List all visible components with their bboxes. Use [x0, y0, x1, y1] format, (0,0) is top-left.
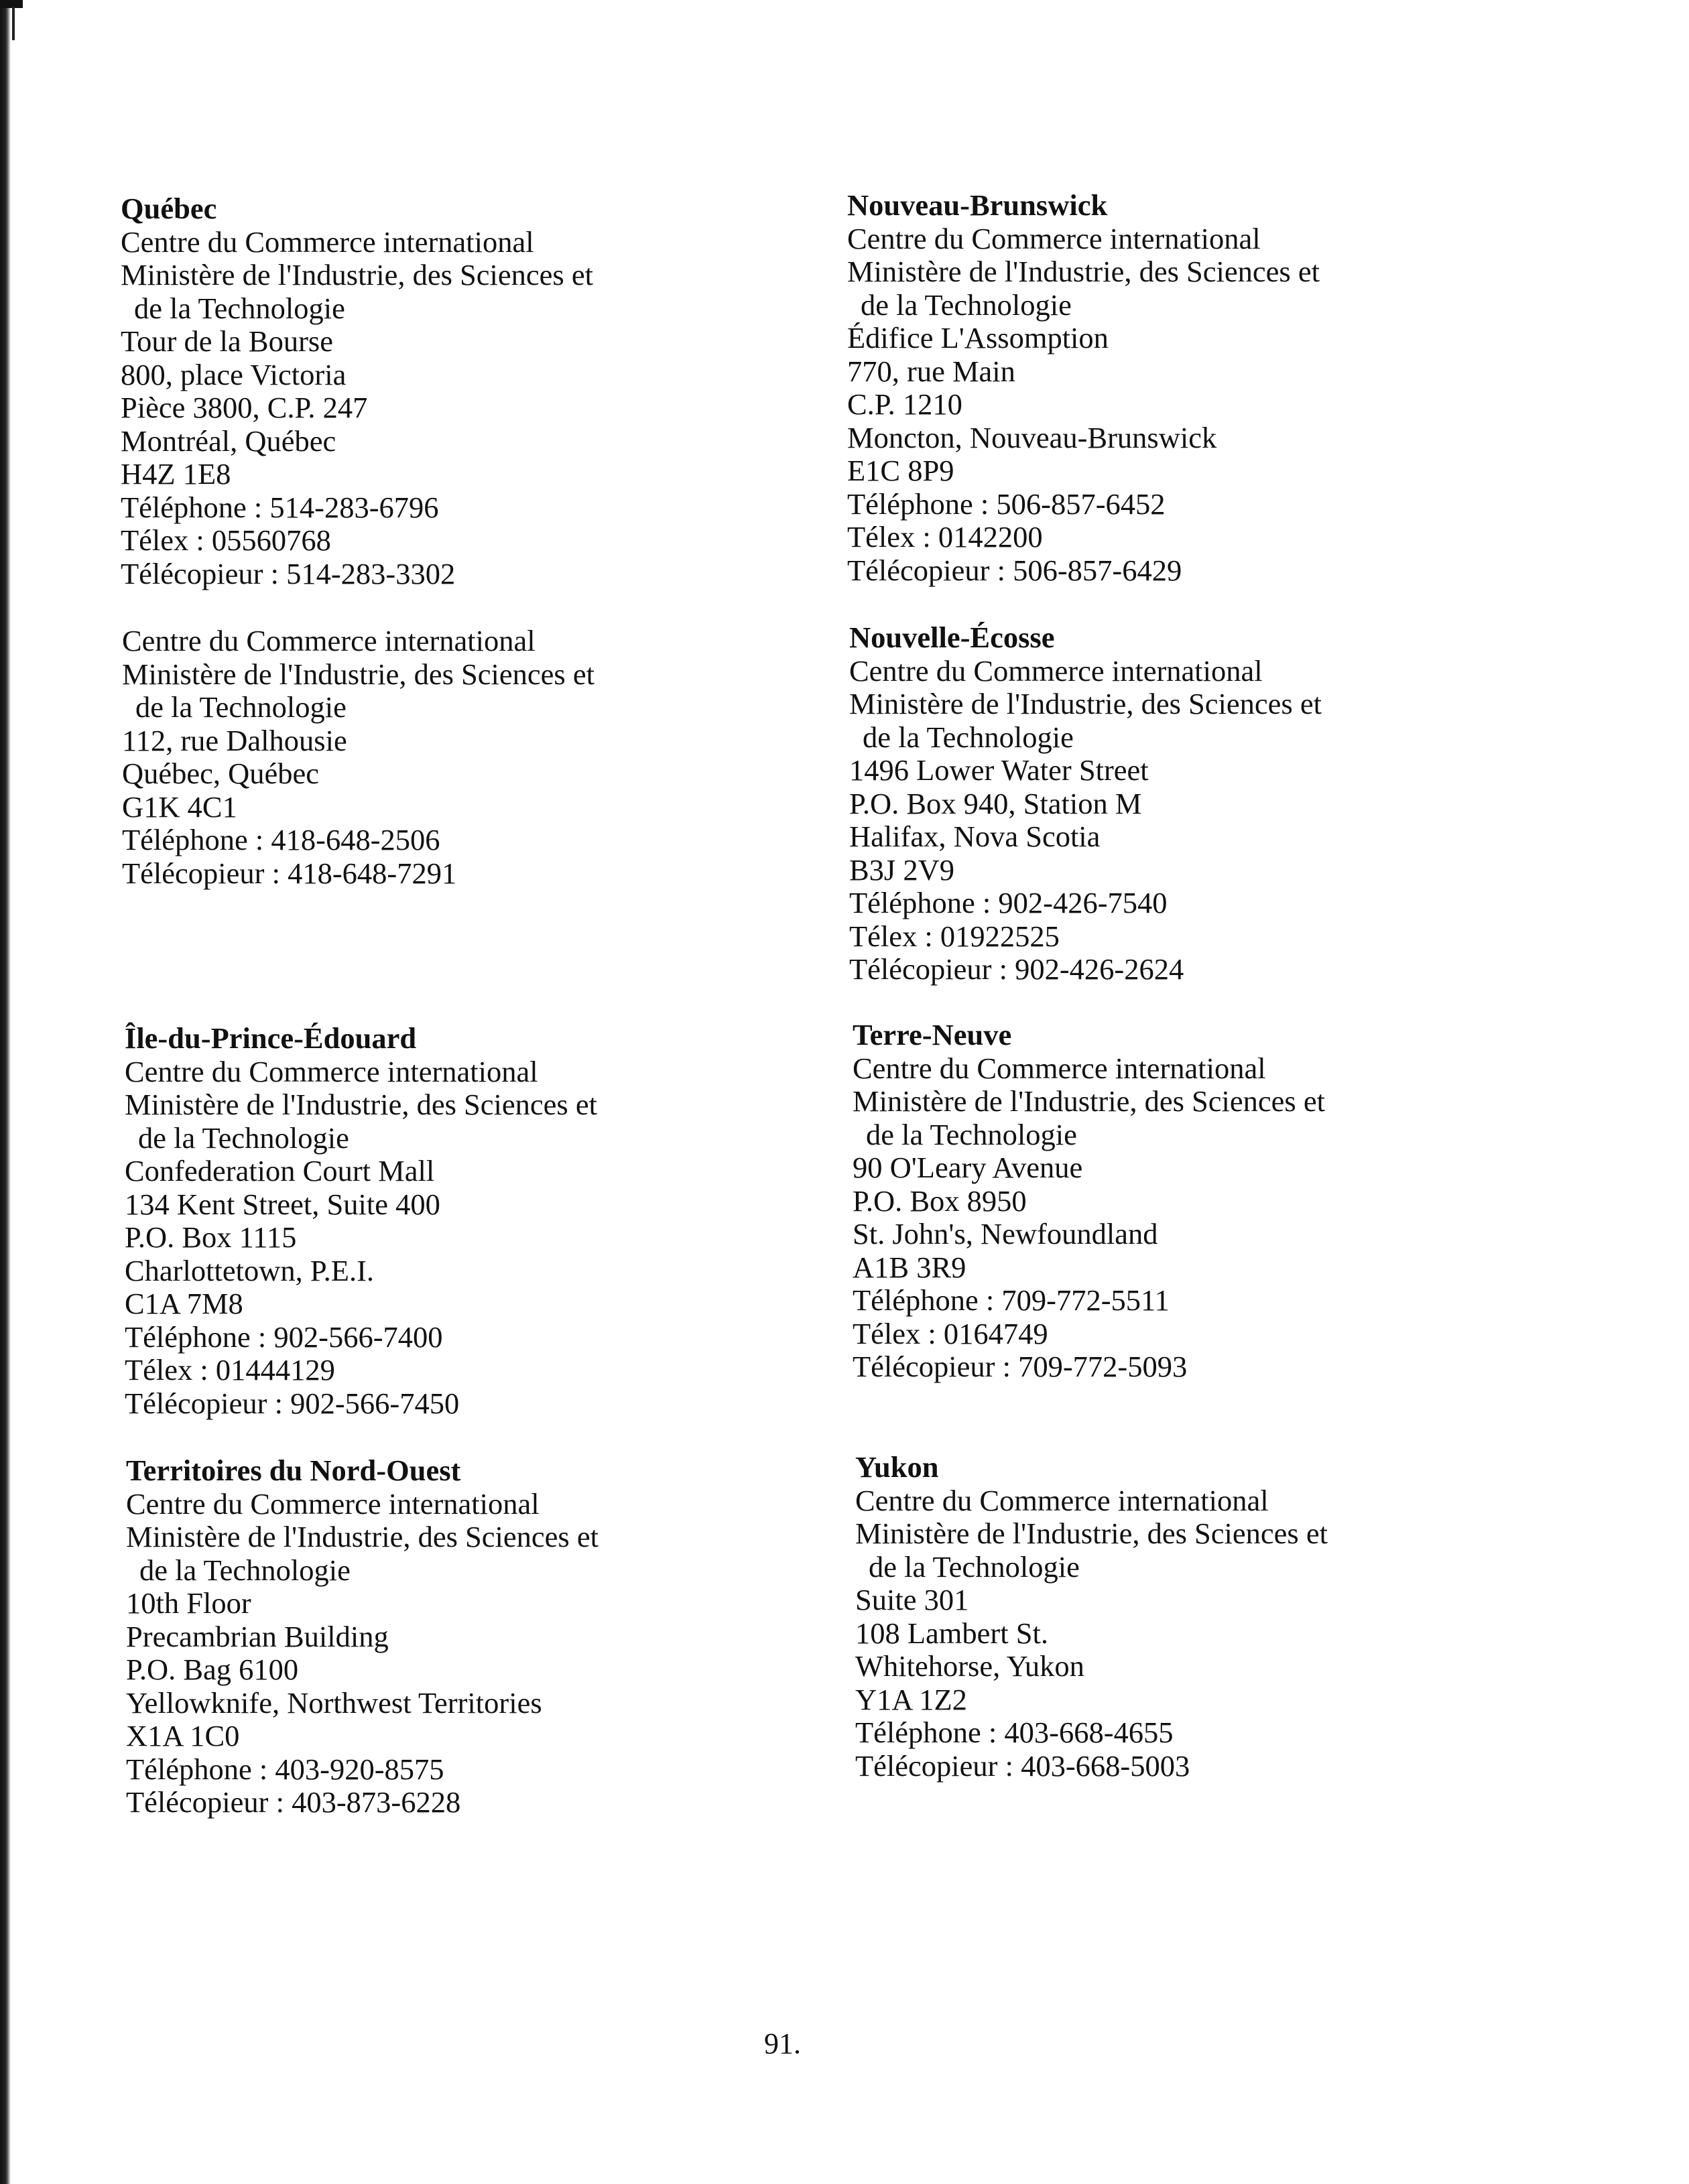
address-line: Centre du Commerce international: [855, 1483, 1269, 1517]
address-line: Ministère de l'Industrie, des Sciences et: [121, 258, 593, 292]
province-heading: Terre-Neuve: [853, 1018, 1012, 1051]
address-line: Moncton, Nouveau-Brunswick: [847, 420, 1217, 454]
address-line: 112, rue Dalhousie: [122, 723, 347, 757]
address-line: P.O. Box 8950: [853, 1183, 1027, 1218]
address-line: St. John's, Newfoundland: [853, 1217, 1158, 1250]
telephone-line: Téléphone : 902-426-7540: [849, 886, 1168, 919]
fax-line: Télécopieur : 506-857-6429: [847, 553, 1182, 587]
address-line: Montréal, Québec: [121, 424, 336, 458]
address-block-newfoundland: [853, 1019, 1442, 1384]
address-line: de la Technologie: [863, 720, 1074, 754]
telephone-line: Téléphone : 709-772-5511: [853, 1283, 1170, 1317]
address-line: Ministère de l'Industrie, des Sciences et: [126, 1520, 599, 1553]
address-block-nwt: [126, 1454, 716, 1819]
address-line: de la Technologie: [861, 287, 1072, 322]
address-line: Ministère de l'Industrie, des Sciences et: [122, 657, 595, 691]
address-line: Centre du Commerce international: [126, 1486, 540, 1521]
fax-line: Télécopieur : 403-873-6228: [126, 1785, 461, 1819]
telex-line: Télex : 0142200: [847, 520, 1043, 554]
address-line: de la Technologie: [869, 1549, 1080, 1584]
province-heading: Territoires du Nord-Ouest: [126, 1454, 461, 1487]
address-line: de la Technologie: [139, 1553, 351, 1587]
address-block-quebec: [121, 192, 710, 590]
address-line: Ministère de l'Industrie, des Sciences et: [855, 1517, 1328, 1550]
address-line: P.O. Box 1115: [125, 1220, 297, 1254]
address-line: Centre du Commerce international: [849, 653, 1263, 688]
postal-code: C1A 7M8: [125, 1287, 243, 1320]
address-block-nova-scotia: [849, 621, 1439, 986]
address-line: P.O. Box 940, Station M: [849, 786, 1142, 820]
province-heading: Nouveau-Brunswick: [847, 188, 1108, 222]
address-line: de la Technologie: [134, 291, 345, 325]
province-heading: Nouvelle-Écosse: [849, 621, 1055, 654]
scan-corner-mark: [0, 0, 23, 8]
address-line: P.O. Bag 6100: [126, 1653, 299, 1686]
address-block-yukon: [855, 1451, 1445, 1783]
address-line: Centre du Commerce international: [125, 1054, 538, 1088]
postal-code: B3J 2V9: [849, 852, 955, 887]
fax-line: Télécopieur : 418-648-7291: [122, 856, 457, 890]
address-line: Ministère de l'Industrie, des Sciences et: [849, 687, 1322, 720]
address-line: 1496 Lower Water Street: [849, 753, 1149, 787]
telephone-line: Téléphone : 403-920-8575: [126, 1752, 444, 1786]
postal-code: E1C 8P9: [847, 454, 954, 487]
fax-line: Télécopieur : 902-426-2624: [849, 952, 1184, 986]
address-line: Suite 301: [855, 1583, 969, 1616]
telex-line: Télex : 01444129: [125, 1353, 335, 1387]
postal-code: X1A 1C0: [126, 1719, 240, 1752]
telephone-line: Téléphone : 902-566-7400: [125, 1320, 443, 1354]
province-heading: Québec: [121, 192, 217, 225]
address-line: Centre du Commerce international: [122, 624, 536, 657]
address-line: Yellowknife, Northwest Territories: [126, 1685, 542, 1720]
fax-line: Télécopieur : 514-283-3302: [121, 556, 456, 590]
address-line: Centre du Commerce international: [853, 1051, 1266, 1085]
province-heading: Yukon: [855, 1450, 939, 1484]
address-block-new-brunswick: [847, 189, 1437, 587]
telex-line: Télex : 05560768: [121, 523, 331, 557]
fax-line: Télécopieur : 902-566-7450: [125, 1386, 460, 1420]
address-line: 108 Lambert St.: [855, 1616, 1048, 1650]
fax-line: Télécopieur : 709-772-5093: [853, 1350, 1188, 1383]
page-number: 91.: [764, 2027, 801, 2060]
address-line: Ministère de l'Industrie, des Sciences et: [847, 255, 1320, 288]
postal-code: Y1A 1Z2: [855, 1682, 967, 1716]
address-line: 800, place Victoria: [121, 357, 347, 391]
postal-code: A1B 3R9: [853, 1250, 966, 1284]
scan-binding-edge: [0, 0, 11, 2184]
address-block-pei: [125, 1022, 714, 1420]
province-heading: Île-du-Prince-Édouard: [125, 1021, 417, 1055]
address-line: Centre du Commerce international: [847, 221, 1261, 255]
telex-line: Télex : 0164749: [853, 1316, 1048, 1350]
address-line: de la Technologie: [138, 1120, 349, 1155]
telex-line: Télex : 01922525: [849, 919, 1060, 953]
address-line: Pièce 3800, C.P. 247: [121, 391, 368, 424]
address-line: Édifice L'Assomption: [847, 321, 1109, 355]
address-line: 90 O'Leary Avenue: [853, 1151, 1083, 1184]
address-line: Halifax, Nova Scotia: [849, 820, 1101, 853]
telephone-line: Téléphone : 418-648-2506: [122, 823, 440, 856]
address-line: C.P. 1210: [847, 387, 962, 421]
telephone-line: Téléphone : 514-283-6796: [121, 490, 439, 524]
address-line: Charlottetown, P.E.I.: [125, 1253, 375, 1287]
address-line: Centre du Commerce international: [121, 224, 534, 259]
address-line: Confederation Court Mall: [125, 1154, 435, 1187]
address-line: 10th Floor: [126, 1586, 251, 1620]
scan-tick-mark: [12, 7, 15, 40]
address-line: de la Technologie: [866, 1117, 1077, 1151]
address-line: Precambrian Building: [126, 1619, 389, 1653]
address-line: Ministère de l'Industrie, des Sciences et: [853, 1084, 1325, 1118]
fax-line: Télécopieur : 403-668-5003: [855, 1748, 1190, 1783]
postal-code: H4Z 1E8: [121, 457, 231, 491]
telephone-line: Téléphone : 403-668-4655: [855, 1716, 1174, 1749]
address-line: Tour de la Bourse: [121, 324, 333, 358]
address-block-quebec-city: [122, 625, 712, 890]
address-line: de la Technologie: [135, 690, 347, 724]
address-line: Ministère de l'Industrie, des Sciences et: [125, 1088, 597, 1121]
postal-code: G1K 4C1: [122, 789, 237, 824]
address-line: Whitehorse, Yukon: [855, 1649, 1084, 1683]
address-line: 770, rue Main: [847, 354, 1015, 388]
telephone-line: Téléphone : 506-857-6452: [847, 487, 1166, 521]
address-line: Québec, Québec: [122, 757, 320, 790]
address-line: 134 Kent Street, Suite 400: [125, 1187, 440, 1221]
